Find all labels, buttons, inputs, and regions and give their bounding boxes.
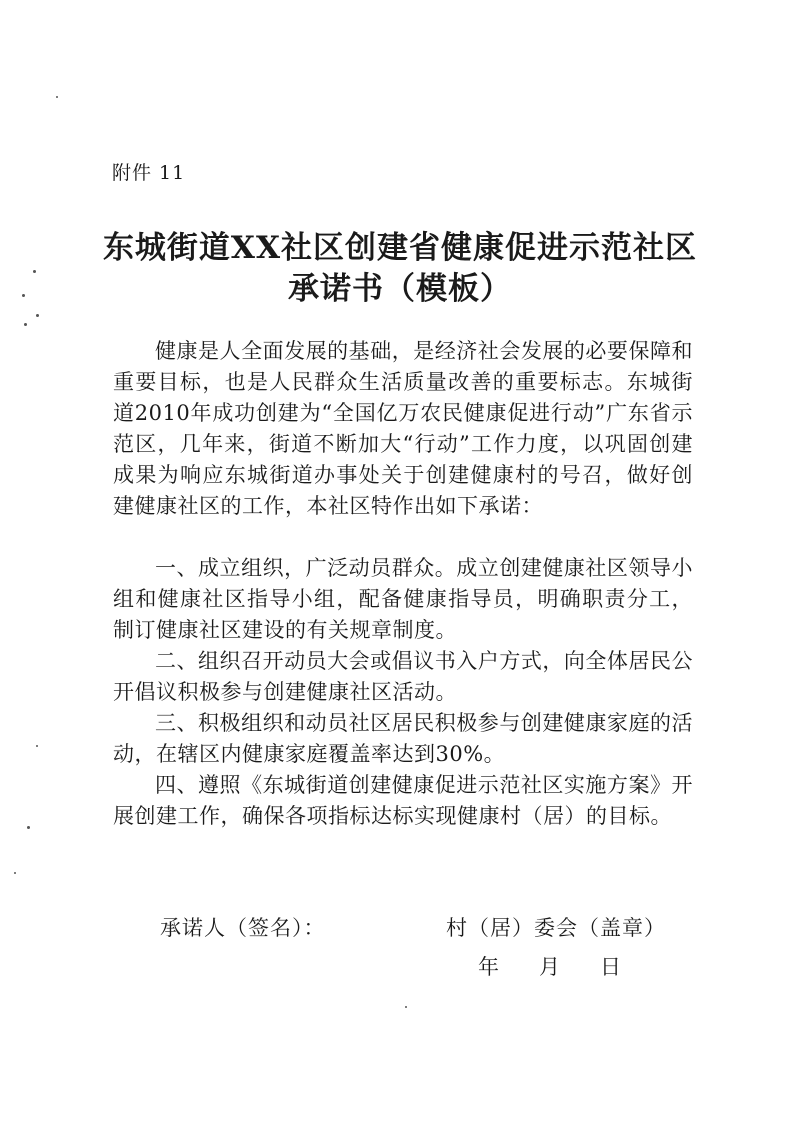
date-year: 年 (478, 955, 499, 979)
date-line (478, 951, 621, 981)
committee-seal-label: 村（居）委会（盖章） (446, 916, 666, 940)
scan-speck (22, 294, 25, 297)
commitment-item-1: 一、成立组织，广泛动员群众。成立创建健康社区领导小组和健康社区指导小组，配备健康指导员，明确职责分工，制订健康社区建设的有关规章制度。 (113, 556, 693, 642)
commitment-item-2: 二、组织召开动员大会或倡议书入户方式，向全体居民公开倡议积极参与创建健康社区活动。 (113, 649, 693, 704)
date-day: 日 (600, 955, 621, 979)
scan-speck (24, 323, 27, 326)
document-title-line1: 东城街道XX社区创建省健康促进示范社区 (102, 230, 698, 266)
date-month: 月 (539, 955, 560, 979)
attachment-label: 附件 11 (112, 162, 186, 184)
intro-paragraph: 健康是人全面发展的基础，是经济社会发展的必要保障和重要目标，也是人民群众生活质量改善的重要标志。东城街道2010年成功创建为“全国亿万农民健康促进行动”广东省示范区，几年来，街道不断加大“行动”工作力度，以巩固创建成果为响应东城街道办事处关于创建健康村的号召，做好创建健康社区的工作，本社区特作出如下承诺： (113, 339, 693, 518)
scan-speck (36, 745, 38, 747)
scan-speck (27, 826, 30, 829)
commitment-item-4: 四、遵照《东城街道创建健康促进示范社区实施方案》开展创建工作，确保各项指标达标实现健康村（居）的目标。 (113, 773, 693, 828)
commitment-item-3: 三、积极组织和动员社区居民积极参与创建健康家庭的活动，在辖区内健康家庭覆盖率达到30%。 (113, 711, 693, 766)
scan-speck (14, 872, 16, 874)
scan-speck (405, 1006, 407, 1008)
signer-label: 承诺人（签名）： (160, 916, 326, 940)
scan-speck (56, 96, 58, 98)
document-title-line2: 承诺书（模板） (288, 271, 512, 307)
scan-speck (33, 270, 36, 273)
scan-speck (36, 314, 39, 317)
